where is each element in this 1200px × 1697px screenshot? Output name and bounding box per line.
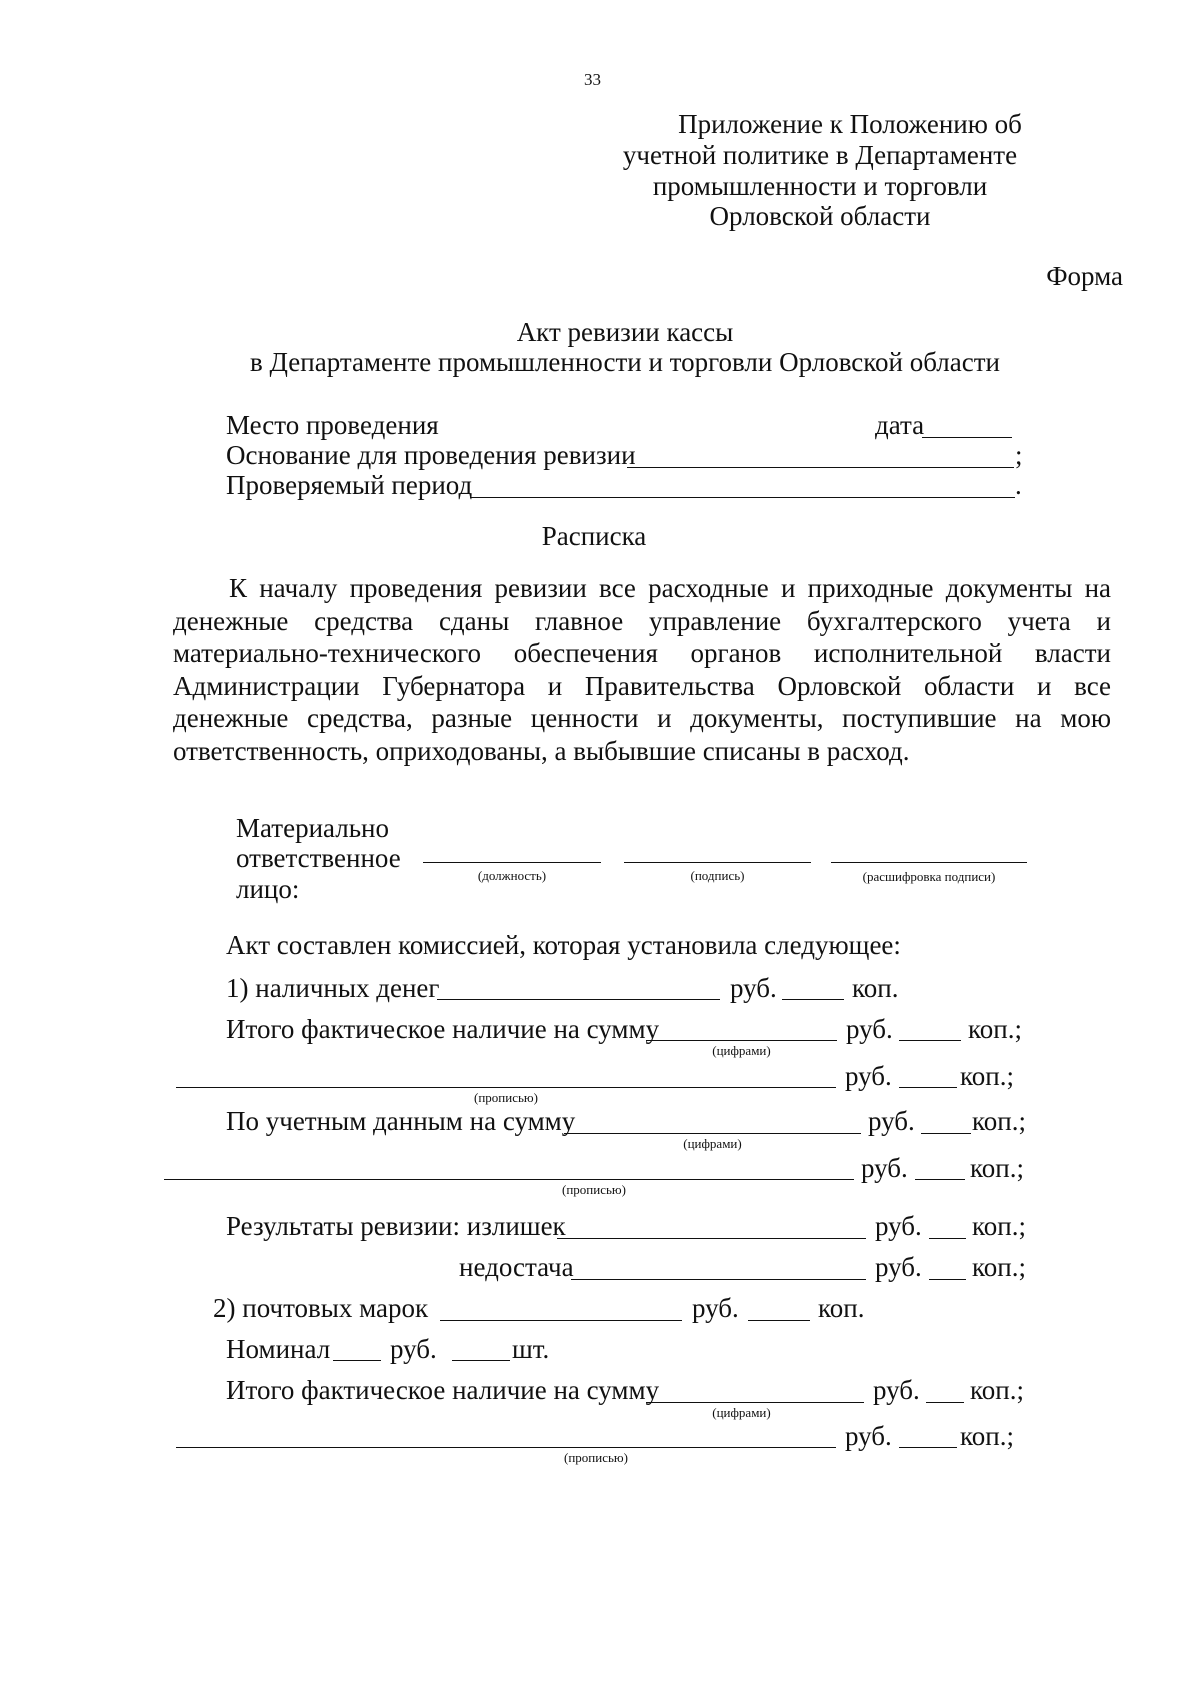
date-label: дата	[875, 410, 925, 440]
shortage-kop-line[interactable]	[929, 1279, 966, 1280]
basis-end: ;	[1015, 440, 1023, 470]
actual-figures-line[interactable]	[646, 1040, 837, 1041]
kop-label: коп.;	[960, 1061, 1014, 1091]
basis-label: Основание для проведения ревизии	[226, 440, 636, 470]
words-caption: (прописью)	[474, 1090, 538, 1105]
rub-label: руб.	[390, 1334, 437, 1364]
signature-caption: (подпись)	[690, 868, 745, 883]
rub-label: руб.	[845, 1061, 892, 1091]
header-line: учетной политике в Департаменте	[622, 140, 1018, 170]
signature-label-3: лицо:	[236, 874, 300, 904]
accounting-figures-line[interactable]	[564, 1133, 861, 1134]
shortage-label: недостача	[459, 1252, 574, 1282]
act-intro: Акт составлен комиссией, которая установила следующее:	[226, 930, 901, 960]
stamps-amount-line[interactable]	[440, 1320, 682, 1321]
receipt-text-content: К началу проведения ревизии все расходные и приходные документы на денежные средства сданы главное управление бухгалтерского учета и материально-технического обеспечения органов исполнительной власти Администрации Губернатора и Правительства Орловской области и все денежные средства, разные ценности и документы, поступившие на мою ответственность, оприходованы, а выбывшие списаны в расход.	[173, 573, 1111, 766]
actual-total-label: Итого фактическое наличие на сумму	[226, 1375, 660, 1405]
rub-label: руб.	[846, 1014, 893, 1044]
stamps-words-kop-line[interactable]	[899, 1447, 957, 1448]
cash-amount-line[interactable]	[437, 999, 720, 1000]
position-caption: (должность)	[477, 868, 547, 883]
receipt-heading: Расписка	[541, 521, 647, 551]
decoding-caption: (расшифровка подписи)	[862, 869, 996, 884]
stamps-figures-kop-line[interactable]	[926, 1402, 964, 1403]
surplus-kop-line[interactable]	[929, 1238, 966, 1239]
figures-caption: (цифрами)	[712, 1043, 771, 1058]
signature-label-2: ответственное	[236, 843, 401, 873]
date-line[interactable]	[922, 437, 1012, 438]
rub-label: руб.	[873, 1375, 920, 1405]
kop-label: коп.	[818, 1293, 865, 1323]
document-subtitle: в Департаменте промышленности и торговли Орловской области	[250, 347, 1000, 377]
kop-label: коп.;	[970, 1153, 1024, 1183]
stamps-label: 2) почтовых марок	[213, 1293, 429, 1323]
rub-label: руб.	[868, 1106, 915, 1136]
signature-line[interactable]	[624, 862, 811, 863]
results-label: Результаты ревизии: излишек	[226, 1211, 566, 1241]
header-line: промышленности и торговли	[652, 171, 988, 201]
actual-words-kop-line[interactable]	[899, 1087, 957, 1088]
figures-caption: (цифрами)	[683, 1136, 742, 1151]
words-caption: (прописью)	[562, 1182, 626, 1197]
period-label: Проверяемый период	[226, 470, 473, 500]
actual-words-line[interactable]	[176, 1087, 836, 1088]
rub-label: руб.	[875, 1211, 922, 1241]
place-label: Место проведения	[226, 410, 439, 440]
kop-label: коп.;	[960, 1421, 1014, 1451]
decoding-line[interactable]	[831, 862, 1027, 863]
kop-label: коп.;	[972, 1252, 1026, 1282]
basis-line[interactable]	[627, 467, 1014, 468]
accounting-words-line[interactable]	[164, 1179, 854, 1180]
accounting-kop-line[interactable]	[921, 1133, 971, 1134]
rub-label: руб.	[692, 1293, 739, 1323]
signature-label-1: Материально	[236, 813, 389, 843]
figures-caption: (цифрами)	[712, 1405, 771, 1420]
rub-label: руб.	[861, 1153, 908, 1183]
accounting-label: По учетным данным на сумму	[226, 1106, 576, 1136]
kop-label: коп.;	[970, 1375, 1024, 1405]
accounting-words-kop-line[interactable]	[915, 1179, 965, 1180]
period-line[interactable]	[470, 497, 1015, 498]
pcs-label: шт.	[512, 1334, 550, 1364]
header-line: Приложение к Положению об	[678, 109, 1022, 139]
period-end: .	[1015, 470, 1022, 500]
stamps-kop-line[interactable]	[748, 1320, 810, 1321]
kop-label: коп.;	[972, 1106, 1026, 1136]
cash-label: 1) наличных денег	[226, 973, 440, 1003]
position-line[interactable]	[423, 862, 601, 863]
rub-label: руб.	[730, 973, 777, 1003]
words-caption: (прописью)	[564, 1450, 628, 1465]
form-label: Форма	[1046, 261, 1123, 291]
rub-label: руб.	[875, 1252, 922, 1282]
rub-label: руб.	[845, 1421, 892, 1451]
document-title: Акт ревизии кассы	[516, 317, 734, 347]
stamps-words-line[interactable]	[176, 1447, 836, 1448]
header-line: Орловской области	[709, 201, 931, 231]
nominal-line[interactable]	[333, 1360, 381, 1361]
kop-label: коп.;	[972, 1211, 1026, 1241]
shortage-line[interactable]	[571, 1279, 866, 1280]
page-number: 33	[584, 70, 601, 89]
actual-total-label: Итого фактическое наличие на сумму	[226, 1014, 660, 1044]
pcs-line[interactable]	[452, 1360, 510, 1361]
cash-kop-line[interactable]	[782, 999, 844, 1000]
stamps-figures-line[interactable]	[646, 1402, 864, 1403]
kop-label: коп.	[852, 973, 899, 1003]
surplus-line[interactable]	[557, 1238, 866, 1239]
kop-label: коп.;	[968, 1014, 1022, 1044]
nominal-label: Номинал	[226, 1334, 331, 1364]
actual-kop-line[interactable]	[899, 1040, 961, 1041]
receipt-text	[173, 572, 1111, 767]
